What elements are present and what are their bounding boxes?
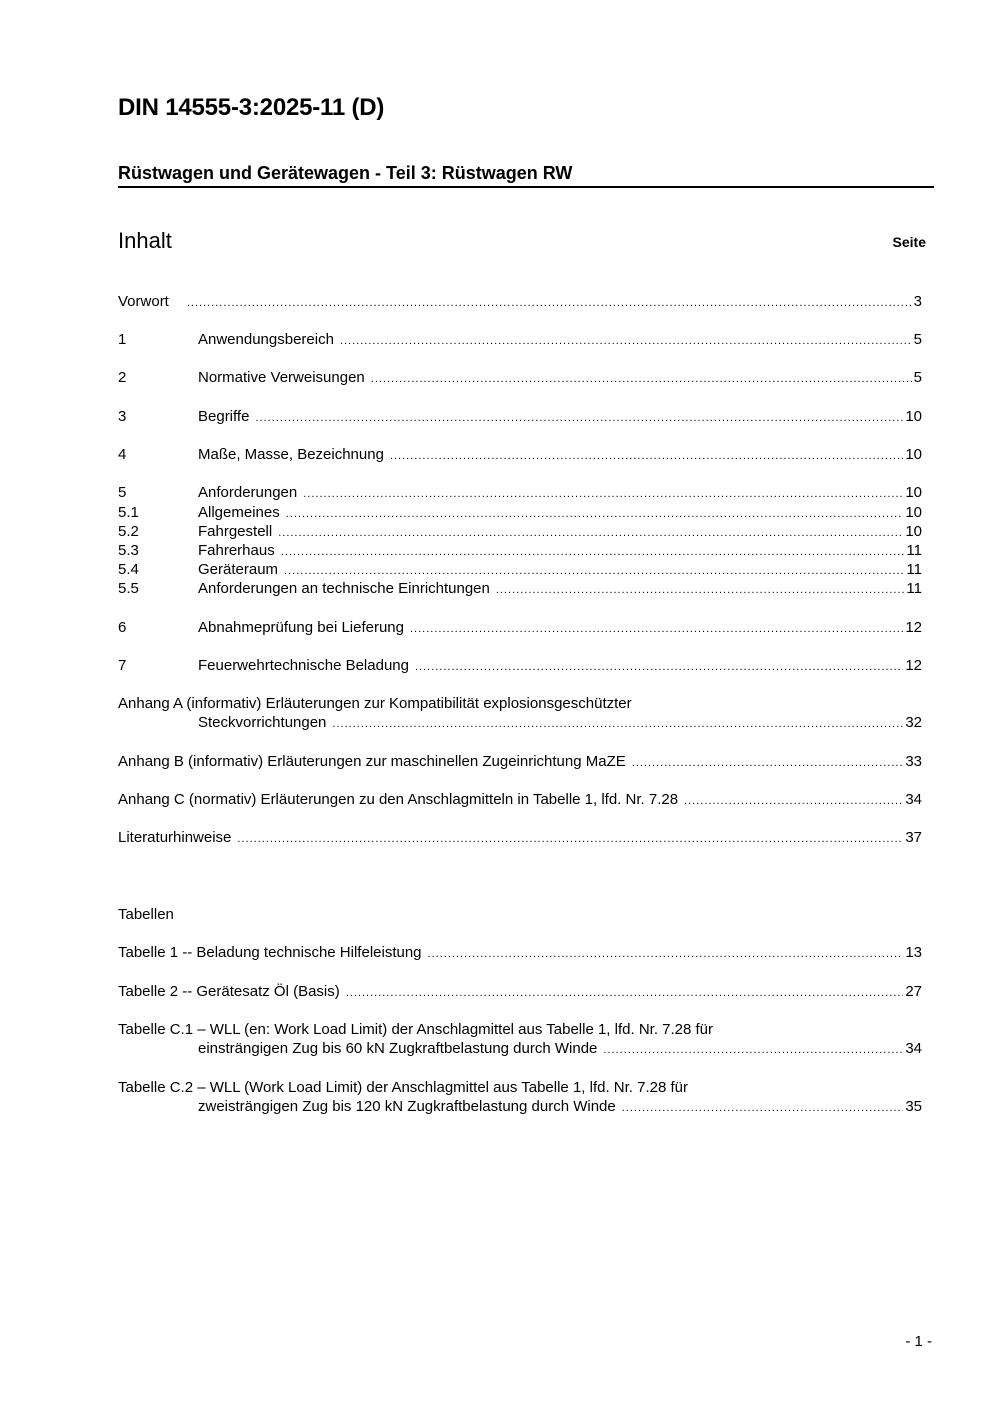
toc-entry-page: 10 (905, 446, 922, 463)
toc-entry-page: 10 (905, 523, 922, 540)
toc-entry[interactable] (118, 523, 922, 543)
document-subtitle: Rüstwagen und Gerätewagen - Teil 3: Rüstwagen RW (118, 163, 934, 188)
toc-entry-vorwort[interactable] (118, 293, 922, 313)
table-entry-text: Tabelle 1 -- Beladung technische Hilfeleistung (118, 944, 422, 961)
toc-entry-page: 10 (905, 504, 922, 521)
toc-entry-text: Begriffe (198, 408, 250, 425)
toc-entry-page: 5 (913, 369, 922, 386)
page-number: - 1 - (905, 1333, 932, 1350)
toc-entry-text: Anforderungen (198, 484, 298, 501)
toc-entry-page: 32 (905, 714, 922, 731)
toc-entry[interactable] (118, 331, 922, 351)
toc-entry-page: 11 (906, 542, 922, 559)
toc-entry-text: Anwendungsbereich (198, 331, 334, 348)
toc-entry-text: Literaturhinweise (118, 829, 232, 846)
page-column-heading: Seite (892, 234, 926, 250)
leader-dots (371, 373, 912, 385)
table-entry-text: zweisträngigen Zug bis 120 kN Zugkraftbelastung durch Winde (198, 1098, 616, 1115)
toc-entry-page: 11 (906, 561, 922, 578)
table-entry-c2-cont[interactable] (118, 1098, 922, 1118)
leader-dots (284, 565, 904, 577)
toc-entry-number: 1 (118, 331, 127, 348)
toc-entry-anhang-a-cont[interactable] (118, 714, 922, 734)
toc-entry-page: 12 (905, 619, 922, 636)
toc-entry-literatur[interactable] (118, 829, 922, 849)
leader-dots (286, 508, 904, 520)
toc-entry-page: 10 (905, 484, 922, 501)
leader-dots (632, 757, 904, 769)
toc-entry-text: Maße, Masse, Bezeichnung (198, 446, 384, 463)
table-entry-page: 13 (905, 944, 922, 961)
leader-dots (187, 297, 912, 309)
toc-entry[interactable] (118, 580, 922, 600)
toc-entry-text: Anforderungen an technische Einrichtungen (198, 580, 490, 597)
toc-entry-number: 5.5 (118, 580, 139, 597)
leader-dots (303, 488, 903, 500)
table-entry-page: 34 (905, 1040, 922, 1057)
table-entry-page: 35 (905, 1098, 922, 1115)
toc-entry-text: Feuerwehrtechnische Beladung (198, 657, 409, 674)
toc-entry[interactable] (118, 408, 922, 428)
table-entry-text: einsträngigen Zug bis 60 kN Zugkraftbelastung durch Winde (198, 1040, 598, 1057)
leader-dots (603, 1044, 903, 1056)
toc-entry-number: 2 (118, 369, 127, 386)
toc-entry-page: 3 (913, 293, 922, 310)
toc-entry-text: Normative Verweisungen (198, 369, 365, 386)
toc-entry-page: 37 (905, 829, 922, 846)
toc-entry-anhang-a[interactable]: Anhang A (informativ) Erläuterungen zur Kompatibilität explosionsgeschützter (118, 695, 632, 712)
toc-entry[interactable] (118, 561, 922, 581)
leader-dots (390, 450, 903, 462)
toc-entry-number: 4 (118, 446, 127, 463)
toc-entry-page: 11 (906, 580, 922, 597)
toc-entry-number: 5.4 (118, 561, 139, 578)
toc-entry-number: 6 (118, 619, 127, 636)
toc-entry[interactable] (118, 504, 922, 524)
leader-dots (237, 833, 903, 845)
leader-dots (428, 948, 904, 960)
toc-entry-text: Geräteraum (198, 561, 279, 578)
toc-entry-number: 5 (118, 484, 127, 501)
toc-entry[interactable] (118, 542, 922, 562)
toc-entry-page: 12 (905, 657, 922, 674)
toc-entry-text: Fahrerhaus (198, 542, 275, 559)
toc-entry-number: 5.1 (118, 504, 139, 521)
toc-entry-number: 7 (118, 657, 127, 674)
tables-heading: Tabellen (118, 906, 174, 923)
toc-entry-text: Allgemeines (198, 504, 280, 521)
leader-dots (255, 412, 903, 424)
toc-entry[interactable] (118, 446, 922, 466)
document-title: DIN 14555-3:2025-11 (D) (118, 94, 385, 121)
leader-dots (622, 1102, 904, 1114)
toc-entry[interactable] (118, 657, 922, 677)
leader-dots (346, 987, 904, 999)
table-entry-c2[interactable]: Tabelle C.2 – WLL (Work Load Limit) der Anschlagmittel aus Tabelle 1, lfd. Nr. 7.28 für (118, 1079, 688, 1096)
toc-entry-text: Abnahmeprüfung bei Lieferung (198, 619, 404, 636)
leader-dots (278, 527, 903, 539)
table-entry-page: 27 (905, 983, 922, 1000)
toc-entry-number: 5.3 (118, 542, 139, 559)
toc-entry-number: 3 (118, 408, 127, 425)
table-entry[interactable] (118, 944, 922, 964)
leader-dots (415, 661, 903, 673)
toc-entry[interactable] (118, 619, 922, 639)
toc-entry-number: 5.2 (118, 523, 139, 540)
toc-entry-text: Steckvorrichtungen (198, 714, 327, 731)
leader-dots (332, 718, 903, 730)
toc-entry-anhang-b[interactable] (118, 753, 922, 773)
toc-entry-page: 10 (905, 408, 922, 425)
leader-dots (410, 623, 903, 635)
table-entry-c1[interactable]: Tabelle C.1 – WLL (en: Work Load Limit) der Anschlagmittel aus Tabelle 1, lfd. Nr. 7.28 für (118, 1021, 714, 1038)
toc-entry[interactable] (118, 369, 922, 389)
toc-entry-page: 33 (905, 753, 922, 770)
leader-dots (281, 546, 905, 558)
table-entry-text: Tabelle 2 -- Gerätesatz Öl (Basis) (118, 983, 340, 1000)
toc-entry-anhang-c[interactable] (118, 791, 922, 811)
table-entry-c1-cont[interactable] (118, 1040, 922, 1060)
toc-entry-text: Vorwort (118, 293, 169, 310)
leader-dots (340, 335, 912, 347)
leader-dots (496, 584, 905, 596)
toc-heading: Inhalt (118, 228, 172, 253)
leader-dots (684, 795, 903, 807)
toc-entry-page: 34 (905, 791, 922, 808)
toc-entry-page: 5 (913, 331, 922, 348)
toc-entry[interactable] (118, 484, 922, 504)
toc-entry-text: Anhang C (normativ) Erläuterungen zu den Anschlagmitteln in Tabelle 1, lfd. Nr. 7.28 (118, 791, 679, 808)
toc-entry-text: Anhang B (informativ) Erläuterungen zur maschinellen Zugeinrichtung MaZE (118, 753, 626, 770)
table-entry[interactable] (118, 983, 922, 1003)
toc-entry-text: Fahrgestell (198, 523, 273, 540)
